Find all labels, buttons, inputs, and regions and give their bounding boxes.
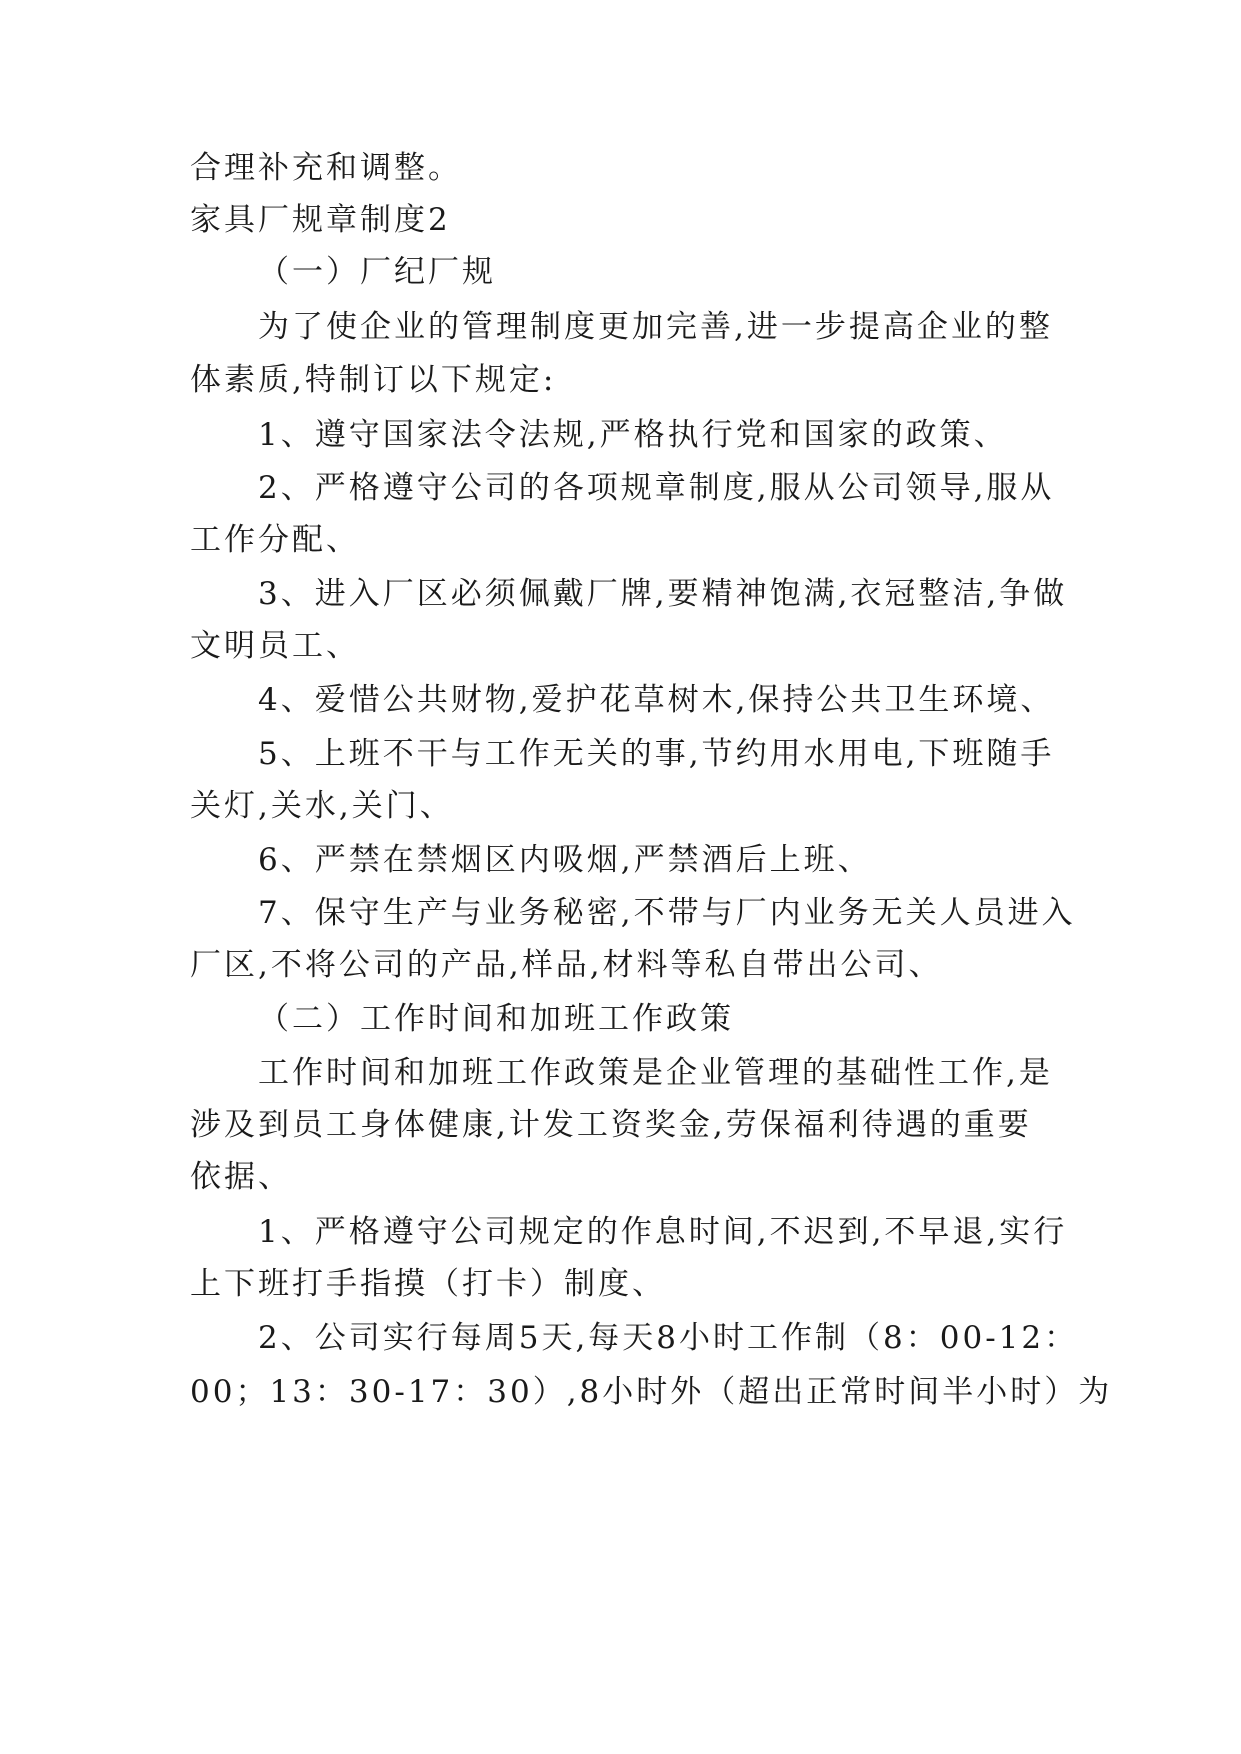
list-item-continuation: 00；13：30-17：30）,8小时外（超出正常时间半小时）为	[190, 1374, 1113, 1410]
list-item: 1、严格遵守公司规定的作息时间,不迟到,不早退,实行	[258, 1214, 1068, 1250]
list-item-continuation: 上下班打手指摸（打卡）制度、	[190, 1266, 666, 1302]
paragraph-line: 体素质,特制订以下规定:	[190, 362, 557, 398]
sub-heading: （二）工作时间和加班工作政策	[258, 1001, 734, 1037]
list-item: 5、上班不干与工作无关的事,节约用水用电,下班随手	[258, 736, 1055, 772]
paragraph-line: 依据、	[190, 1159, 292, 1195]
list-item-continuation: 厂区,不将公司的产品,样品,材料等私自带出公司、	[190, 947, 943, 983]
list-item-continuation: 关灯,关水,关门、	[190, 788, 454, 824]
section-title: 家具厂规章制度2	[190, 202, 451, 238]
paragraph-line: 工作时间和加班工作政策是企业管理的基础性工作,是	[258, 1055, 1053, 1091]
sub-heading: （一）厂纪厂规	[258, 254, 496, 290]
list-item-continuation: 工作分配、	[190, 522, 360, 558]
list-item: 2、严格遵守公司的各项规章制度,服从公司领导,服从	[258, 470, 1055, 506]
paragraph-line: 为了使企业的管理制度更加完善,进一步提高企业的整	[258, 309, 1053, 345]
text-line: 合理补充和调整。	[190, 150, 462, 186]
list-item-continuation: 文明员工、	[190, 628, 360, 664]
list-item: 3、进入厂区必须佩戴厂牌,要精神饱满,衣冠整洁,争做	[258, 576, 1068, 612]
list-item: 1、遵守国家法令法规,严格执行党和国家的政策、	[258, 417, 1008, 453]
list-item: 7、保守生产与业务秘密,不带与厂内业务无关人员进入	[258, 895, 1076, 931]
list-item: 2、公司实行每周5天,每天8小时工作制（8：00-12：	[258, 1320, 1079, 1356]
list-item: 4、爱惜公共财物,爱护花草树木,保持公共卫生环境、	[258, 682, 1055, 718]
paragraph-line: 涉及到员工身体健康,计发工资奖金,劳保福利待遇的重要	[190, 1107, 1032, 1143]
list-item: 6、严禁在禁烟区内吸烟,严禁酒后上班、	[258, 842, 872, 878]
